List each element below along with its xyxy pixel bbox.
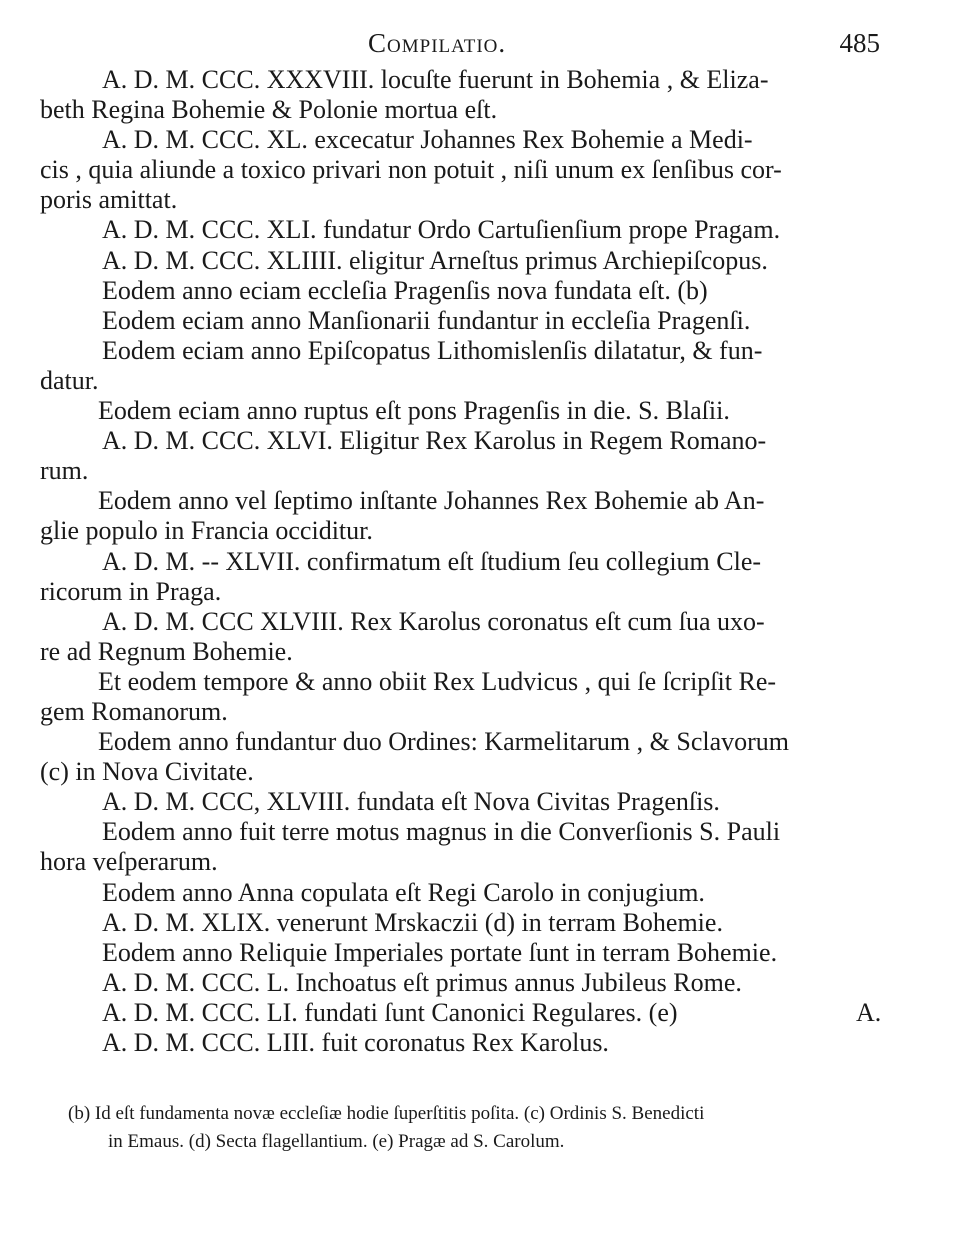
text-line: Eodem eciam anno Manſionarii fundantur in eccleſia Pragenſi.	[102, 305, 751, 335]
text-line: cis , quia aliunde a toxico privari non potuit , niſi unum ex ſenſibus cor-	[40, 155, 782, 185]
page-title: Compilatio.	[368, 28, 507, 58]
text-line: re ad Regnum Bohemie.	[40, 636, 293, 666]
text-line: A. D. M. CCC. L. Inchoatus eſt primus annus Jubileus Rome.	[102, 967, 742, 997]
text-line: (c) in Nova Civitate.	[40, 757, 254, 787]
text-line: A. D. M. CCC. XLVI. Eligitur Rex Karolus in Regem Romano-	[102, 426, 767, 456]
text-line: glie populo in Francia occiditur.	[40, 516, 373, 546]
text-line: Eodem anno eciam eccleſia Pragenſis nova fundata eſt. (b)	[102, 275, 708, 305]
text-line: Eodem anno fuit terre motus magnus in die Converſionis S. Pauli	[102, 817, 781, 847]
running-header	[100, 28, 880, 68]
text-line: A. D. M. XLIX. venerunt Mrskaczii (d) in terram Bohemie.	[102, 907, 723, 937]
text-line: ricorum in Praga.	[40, 576, 222, 606]
text-line: A. D. M. CCC. LI. fundati ſunt Canonici Regulares. (e)	[102, 997, 678, 1027]
text-line: Eodem eciam anno Epiſcopatus Lithomislenſis dilatatur, & fun-	[102, 335, 763, 365]
text-line: Eodem anno Reliquie Imperiales portate ſunt in terram Bohemie.	[102, 937, 778, 967]
text-line: A. D. M. CCC. XL. excecatur Johannes Rex Bohemie a Medi-	[102, 125, 753, 155]
text-line: datur.	[40, 365, 99, 395]
text-line: Eodem anno fundantur duo Ordines: Karmelitarum , & Sclavorum	[98, 727, 790, 757]
text-line: hora veſperarum.	[40, 847, 218, 877]
text-line: beth Regina Bohemie & Polonie mortua eſt.	[40, 95, 498, 125]
text-line: A. D. M. CCC. LIII. fuit coronatus Rex Karolus.	[102, 1028, 609, 1057]
text-line: Eodem eciam anno ruptus eſt pons Pragenſis in die. S. Blaſii.	[98, 396, 730, 426]
catchword: A.	[856, 998, 882, 1027]
chronicle-text	[40, 65, 880, 1058]
footnote-line: in Emaus. (d) Secta flagellantium. (e) Pragæ ad S. Carolum.	[108, 1131, 565, 1152]
text-line: A. D. M. -- XLVII. confirmatum eſt ſtudium ſeu collegium Cle-	[102, 546, 762, 576]
text-line: rum.	[40, 456, 89, 486]
text-line: A. D. M. CCC. XLIIII. eligitur Arneſtus primus Archiepiſcopus.	[102, 245, 768, 275]
footnotes	[68, 1100, 908, 1156]
text-line: poris amittat.	[40, 185, 178, 215]
text-line: gem Romanorum.	[40, 696, 228, 726]
text-line: Et eodem tempore & anno obiit Rex Ludvicus , qui ſe ſcripſit Re-	[98, 666, 777, 696]
text-line: A. D. M. CCC, XLVIII. fundata eſt Nova Civitas Pragenſis.	[102, 787, 720, 817]
text-line: A. D. M. CCC. XLI. fundatur Ordo Cartuſienſium prope Pragam.	[102, 215, 781, 245]
text-line: Eodem anno Anna copulata eſt Regi Carolo in conjugium.	[102, 877, 705, 907]
text-line: Eodem anno vel ſeptimo inſtante Johannes Rex Bohemie ab An-	[98, 486, 765, 516]
text-line: A. D. M. CCC XLVIII. Rex Karolus coronatus eſt cum ſua uxo-	[102, 606, 765, 636]
page-number: 485	[839, 28, 880, 58]
footnote-line: (b) Id eſt fundamenta novæ eccleſiæ hodie ſuperſtitis poſita. (c) Ordinis S. Benedicti	[68, 1103, 705, 1124]
text-line: A. D. M. CCC. XXXVIII. locuſte fuerunt in Bohemia , & Eliza-	[102, 65, 769, 94]
